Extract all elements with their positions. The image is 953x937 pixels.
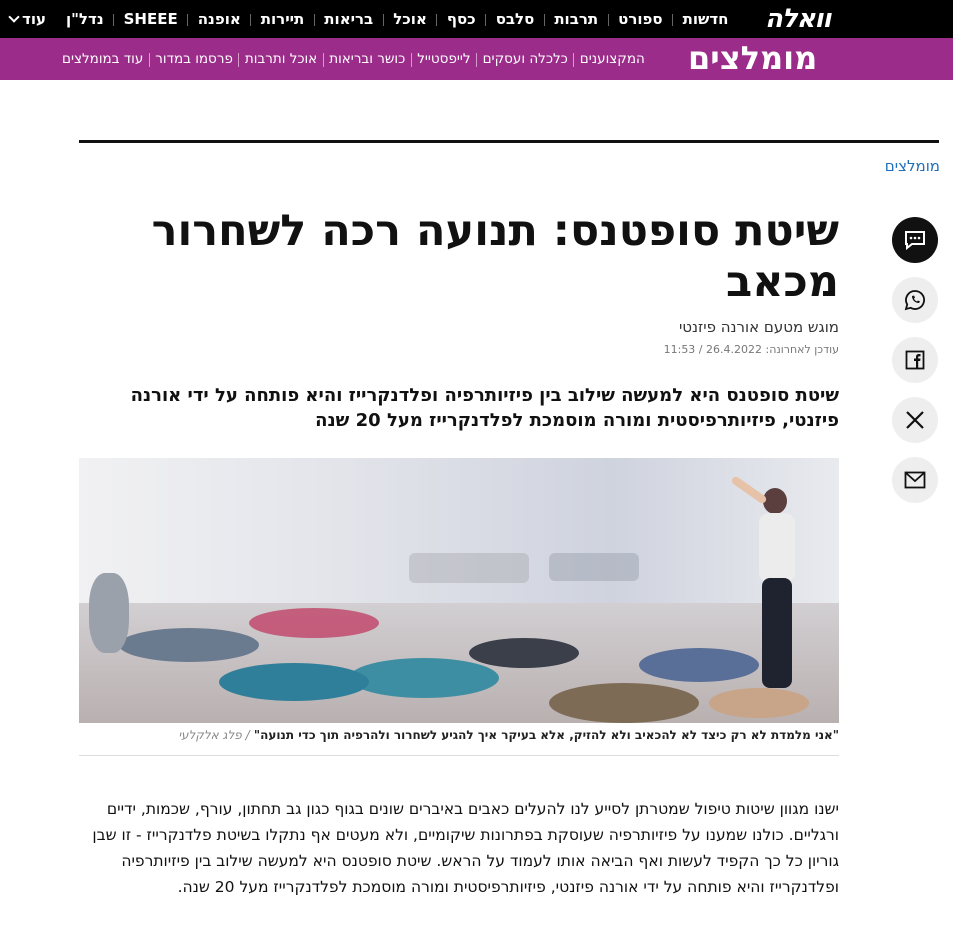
nav-item-celebs[interactable]: סלבס: [486, 10, 545, 28]
share-bar: [892, 217, 938, 517]
comments-button[interactable]: [892, 217, 938, 263]
nav-item-culture[interactable]: תרבות: [544, 10, 608, 28]
section-nav-fitness[interactable]: כושר ובריאות: [323, 51, 411, 67]
section-nav-business[interactable]: כלכלה ועסקים: [477, 51, 574, 67]
header-divider: [79, 140, 939, 143]
chevron-down-icon: [8, 11, 19, 22]
nav-more-label: עוד: [22, 10, 46, 28]
nav-item-sport[interactable]: ספורט: [608, 10, 672, 28]
whatsapp-icon: [904, 289, 926, 311]
x-share-button[interactable]: [892, 397, 938, 443]
nav-item-realestate[interactable]: נדל"ן: [56, 10, 114, 28]
nav-item-sheee[interactable]: SHEEE: [114, 10, 188, 28]
mail-share-button[interactable]: [892, 457, 938, 503]
nav-item-more[interactable]: [0, 10, 56, 28]
nav-item-news[interactable]: חדשות: [682, 10, 729, 28]
hero-image[interactable]: [79, 458, 839, 723]
article-body: ישנו מגוון שיטות טיפול שמטרתן לסייע לנו להעלים כאבים באיברים שונים בגוף כגון גב תחתון, עורף, שכמות, ידיים ורגליים. כולנו שמענו על פיזיותרפיה שעוסקת בפתרונות שיקומיים, ולא מעטים אף נתקלו בשיטת פלדנקרייז - זו שבן גוריון כל כך הקפיד לעשות ואף הביאה אותו לעמוד על הראש. שיטת סופטנס היא למעשה שילוב בין פיזיותרפיה ופלדנקרייז והיא פותחה על ידי אורנה פיזנטי, פיזיותרפיסטית ומורה מוסמכת לפלדנקרייז מעל 20 שנה.: [92, 800, 839, 896]
caption-credit: פלג אלקלעי: [178, 728, 242, 742]
article-updated: עודכן לאחרונה: 26.4.2022 / 11:53: [663, 343, 839, 356]
caption-credit-sep: /: [241, 728, 250, 742]
caption-divider: [79, 755, 839, 756]
section-nav-professionals[interactable]: המקצוענים: [579, 51, 645, 67]
nav-item-health[interactable]: בריאות: [314, 10, 383, 28]
whatsapp-share-button[interactable]: [892, 277, 938, 323]
breadcrumb[interactable]: מומלצים: [884, 157, 940, 175]
nav-item-travel[interactable]: תיירות: [251, 10, 315, 28]
section-nav: [56, 38, 668, 80]
top-navbar: [0, 0, 953, 38]
nav-item-fashion[interactable]: אופנה: [188, 10, 251, 28]
image-caption: [79, 728, 839, 742]
section-bar: [0, 38, 953, 80]
facebook-share-button[interactable]: [892, 337, 938, 383]
facebook-icon: [905, 350, 925, 370]
section-brand[interactable]: מומלצים: [688, 39, 818, 77]
article-title: שיטת סופטנס: תנועה רכה לשחרור מכאב: [151, 206, 839, 307]
mail-icon: [904, 471, 926, 489]
section-nav-lifestyle[interactable]: לייפסטייל: [411, 51, 476, 67]
x-icon: [905, 410, 925, 430]
main-nav: [0, 0, 745, 38]
comments-icon: [904, 230, 926, 250]
section-nav-food-culture[interactable]: אוכל ותרבות: [239, 51, 323, 67]
site-logo[interactable]: וואלה: [765, 4, 831, 34]
article-lead: שיטת סופטנס היא למעשה שילוב בין פיזיותרפיה ופלדנקרייז והיא פותחה על ידי אורנה פיזנטי, פיזיותרפיסטית ומורה מוסמכת לפלדנקרייז מעל 20 שנה: [130, 385, 839, 431]
section-nav-more[interactable]: עוד במומלצים: [56, 51, 149, 67]
nav-item-food[interactable]: אוכל: [383, 10, 437, 28]
article-byline: מוגש מטעם אורנה פיזנטי: [678, 318, 839, 336]
caption-text: "אני מלמדת לא רק כיצד לא להכאיב ולא להזיק, אלא בעיקר איך להגיע לשחרור ולהרפיה תוך כדי תנועה": [253, 728, 839, 742]
nav-item-money[interactable]: כסף: [437, 10, 486, 28]
section-nav-advertise[interactable]: פרסמו במדור: [149, 51, 239, 67]
